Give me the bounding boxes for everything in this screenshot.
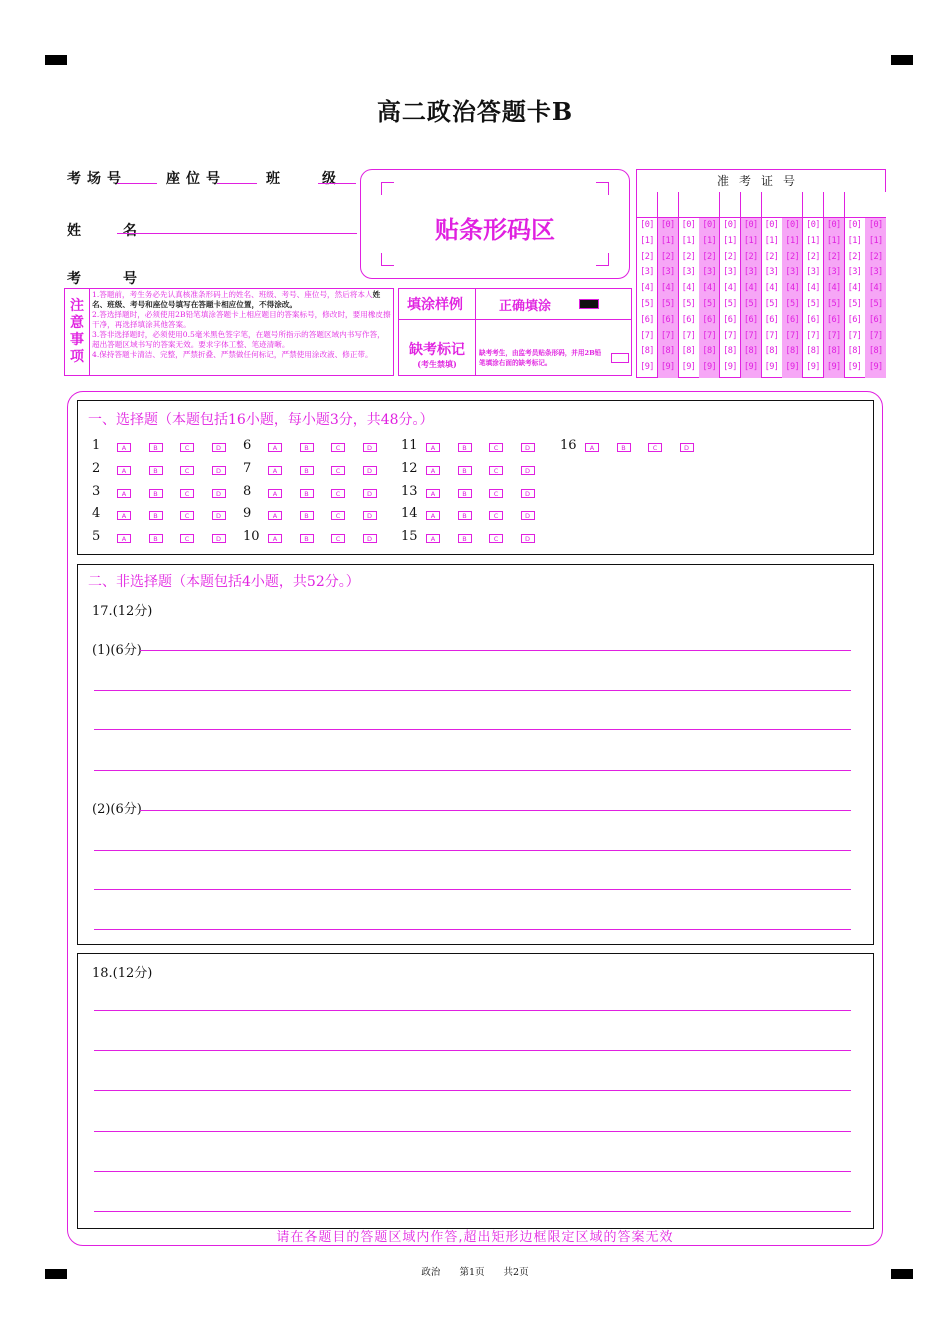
q18-label: 18.(12分) bbox=[92, 966, 153, 981]
absent-sub-label: (考生禁填) bbox=[417, 359, 457, 369]
option-bubble[interactable]: C bbox=[489, 511, 503, 520]
q18-area bbox=[77, 953, 874, 1229]
digit-bubble[interactable]: [4] bbox=[702, 283, 717, 294]
option-bubble[interactable]: A bbox=[585, 443, 599, 452]
digit-bubble[interactable]: [5] bbox=[743, 298, 758, 309]
corner-mark-top-right bbox=[891, 55, 913, 65]
answer-line[interactable] bbox=[94, 850, 851, 851]
digit-bubble[interactable]: [5] bbox=[847, 298, 862, 309]
option-bubble[interactable]: A bbox=[117, 466, 131, 475]
option-bubble[interactable]: B bbox=[149, 443, 163, 452]
digit-bubble[interactable]: [8] bbox=[702, 346, 717, 357]
digit-bubble[interactable]: [2] bbox=[681, 251, 696, 262]
absent-label: 缺考标记 bbox=[409, 342, 465, 358]
question-number: 11 bbox=[401, 438, 418, 453]
digit-bubble[interactable]: [9] bbox=[868, 362, 883, 373]
digit-bubble[interactable]: [0] bbox=[743, 220, 758, 230]
option-bubble[interactable]: A bbox=[268, 489, 282, 498]
q17-part1-label: (1)(6分) bbox=[92, 643, 142, 658]
exam-number-column bbox=[845, 192, 866, 378]
option-bubble[interactable]: D bbox=[680, 443, 694, 452]
exam-number-write-box[interactable] bbox=[824, 192, 844, 218]
option-bubble[interactable]: C bbox=[331, 466, 345, 475]
option-bubble[interactable]: D bbox=[521, 511, 535, 520]
digit-bubble[interactable]: [7] bbox=[743, 330, 758, 341]
digit-bubble[interactable]: [6] bbox=[764, 314, 779, 325]
option-bubble[interactable]: C bbox=[489, 534, 503, 543]
digit-bubble[interactable]: [1] bbox=[826, 235, 841, 246]
option-bubble[interactable]: A bbox=[426, 466, 440, 475]
digit-bubble[interactable]: [0] bbox=[847, 220, 862, 230]
exam-number-column bbox=[803, 192, 824, 378]
exam-number-column bbox=[782, 192, 803, 378]
exam-number-column bbox=[824, 192, 845, 378]
option-bubble[interactable]: C bbox=[331, 511, 345, 520]
digit-bubble[interactable]: [2] bbox=[806, 251, 820, 262]
option-bubble[interactable]: B bbox=[458, 443, 472, 452]
digit-bubble[interactable]: [9] bbox=[743, 362, 758, 373]
option-bubble[interactable]: D bbox=[363, 534, 377, 543]
digit-bubble[interactable]: [9] bbox=[847, 362, 862, 373]
page-total: 共2页 bbox=[503, 1267, 529, 1278]
digit-bubble[interactable]: [4] bbox=[847, 283, 862, 294]
digit-bubble[interactable]: [8] bbox=[743, 346, 758, 357]
option-bubble[interactable]: A bbox=[117, 443, 131, 452]
page-info bbox=[0, 1264, 950, 1278]
digit-bubble[interactable]: [1] bbox=[743, 235, 758, 246]
exam-number-column bbox=[762, 192, 783, 378]
option-bubble[interactable]: A bbox=[117, 534, 131, 543]
option-bubble[interactable]: A bbox=[426, 511, 440, 520]
option-bubble[interactable]: D bbox=[212, 443, 226, 452]
digit-bubble[interactable]: [2] bbox=[785, 251, 800, 262]
digit-bubble[interactable]: [5] bbox=[640, 298, 654, 309]
digit-bubble[interactable]: [4] bbox=[681, 283, 696, 294]
option-bubble[interactable]: D bbox=[212, 466, 226, 475]
digit-bubble[interactable]: [8] bbox=[640, 346, 654, 357]
option-bubble[interactable]: B bbox=[458, 534, 472, 543]
digit-bubble[interactable]: [2] bbox=[743, 251, 758, 262]
exam-number-write-box[interactable] bbox=[699, 192, 719, 218]
option-bubble[interactable]: D bbox=[212, 489, 226, 498]
subject-label: 政治 bbox=[421, 1267, 441, 1278]
digit-bubble[interactable]: [6] bbox=[681, 314, 696, 325]
digit-bubble[interactable]: [0] bbox=[764, 220, 779, 230]
answer-line[interactable] bbox=[94, 770, 851, 771]
digit-bubble[interactable]: [1] bbox=[660, 235, 675, 246]
exam-number-column bbox=[865, 192, 886, 378]
digit-bubble[interactable]: [1] bbox=[847, 235, 862, 246]
question-number: 7 bbox=[243, 461, 252, 476]
option-bubble[interactable]: A bbox=[268, 511, 282, 520]
exam-number-column bbox=[741, 192, 762, 378]
question-number: 16 bbox=[560, 438, 577, 453]
digit-bubble[interactable]: [3] bbox=[743, 267, 758, 278]
question-number: 6 bbox=[243, 438, 252, 453]
option-bubble[interactable]: D bbox=[363, 443, 377, 452]
option-bubble[interactable]: B bbox=[149, 489, 163, 498]
exam-number-column bbox=[699, 192, 720, 378]
digit-bubble[interactable]: [5] bbox=[826, 298, 841, 309]
digit-bubble[interactable]: [7] bbox=[764, 330, 779, 341]
digit-bubble[interactable]: [1] bbox=[764, 235, 779, 246]
digit-bubble[interactable]: [5] bbox=[785, 298, 800, 309]
digit-bubble[interactable]: [6] bbox=[785, 314, 800, 325]
exam-number-write-box[interactable] bbox=[865, 192, 886, 218]
digit-bubble[interactable]: [4] bbox=[868, 283, 883, 294]
question-number: 10 bbox=[243, 529, 260, 544]
exam-number-write-box[interactable] bbox=[803, 192, 823, 218]
option-bubble[interactable]: D bbox=[521, 489, 535, 498]
digit-bubble[interactable]: [7] bbox=[681, 330, 696, 341]
answer-line[interactable] bbox=[94, 1050, 851, 1051]
digit-bubble[interactable]: [0] bbox=[785, 220, 800, 230]
digit-bubble[interactable]: [9] bbox=[660, 362, 675, 373]
option-bubble[interactable]: D bbox=[363, 489, 377, 498]
digit-bubble[interactable]: [5] bbox=[868, 298, 883, 309]
option-bubble[interactable]: A bbox=[268, 466, 282, 475]
answer-area bbox=[67, 391, 883, 1246]
digit-bubble[interactable]: [8] bbox=[826, 346, 841, 357]
absent-description: 缺考考生，由监考员贴条形码，并用2B铅笔填涂右面的缺考标记。 bbox=[479, 349, 602, 367]
digit-bubble[interactable]: [0] bbox=[826, 220, 841, 230]
option-bubble[interactable]: C bbox=[489, 443, 503, 452]
exam-number-label: 准考证号 bbox=[637, 170, 885, 193]
option-bubble[interactable]: D bbox=[521, 534, 535, 543]
option-bubble[interactable]: B bbox=[149, 466, 163, 475]
notes-text: 1.答题前，考生务必先认真核准条形码上的姓名、班级、考号、座位号，然后将本人姓名、班级、考号和座位号填写在答题卡相应位置，不得涂改。 2.答选择题时，必须使用2B铅笔填涂答题卡上相应题目的答案标号，修改时，要用橡皮擦干净，再选择填涂其他答案。 3.答非选择题时，必须使用0.5毫米黑色签字笔，在题号所指示的答题区域内书写作答，超出答题区域书写的答案无效。要求字体工整、笔迹清晰。 4.保持答题卡清洁、完整，严禁折叠、严禁做任何标记，严禁使用涂改液、修正带。 bbox=[92, 290, 391, 359]
digit-bubble[interactable]: [8] bbox=[723, 346, 737, 357]
digit-bubble[interactable]: [9] bbox=[826, 362, 841, 373]
digit-bubble[interactable]: [9] bbox=[702, 362, 717, 373]
digit-bubble[interactable]: [9] bbox=[764, 362, 779, 373]
option-bubble[interactable]: B bbox=[149, 511, 163, 520]
digit-bubble[interactable]: [3] bbox=[723, 267, 737, 278]
exam-number-column bbox=[679, 192, 700, 378]
digit-bubble[interactable]: [4] bbox=[743, 283, 758, 294]
option-bubble[interactable]: C bbox=[180, 466, 194, 475]
option-bubble[interactable]: C bbox=[331, 534, 345, 543]
digit-bubble[interactable]: [0] bbox=[681, 220, 696, 230]
digit-bubble[interactable]: [2] bbox=[723, 251, 737, 262]
exam-number-write-box[interactable] bbox=[782, 192, 802, 218]
absent-mark-box[interactable] bbox=[611, 353, 629, 363]
digit-bubble[interactable]: [4] bbox=[826, 283, 841, 294]
answer-line[interactable] bbox=[94, 1010, 851, 1011]
digit-bubble[interactable]: [0] bbox=[723, 220, 737, 230]
digit-bubble[interactable]: [5] bbox=[723, 298, 737, 309]
digit-bubble[interactable]: [1] bbox=[785, 235, 800, 246]
digit-bubble[interactable]: [1] bbox=[702, 235, 717, 246]
digit-bubble[interactable]: [1] bbox=[868, 235, 883, 246]
digit-bubble[interactable]: [8] bbox=[785, 346, 800, 357]
option-bubble[interactable]: B bbox=[458, 511, 472, 520]
option-bubble[interactable]: D bbox=[212, 534, 226, 543]
digit-bubble[interactable]: [9] bbox=[723, 362, 737, 373]
digit-bubble[interactable]: [4] bbox=[640, 283, 654, 294]
answer-line[interactable] bbox=[94, 929, 851, 930]
digit-bubble[interactable]: [1] bbox=[681, 235, 696, 246]
option-bubble[interactable]: B bbox=[300, 534, 314, 543]
digit-bubble[interactable]: [4] bbox=[723, 283, 737, 294]
exam-number-write-box[interactable] bbox=[637, 192, 657, 218]
digit-bubble[interactable]: [5] bbox=[806, 298, 820, 309]
digit-bubble[interactable]: [8] bbox=[660, 346, 675, 357]
option-bubble[interactable]: B bbox=[300, 511, 314, 520]
page-title: 高二政治答题卡B bbox=[376, 97, 574, 126]
question-number: 14 bbox=[401, 506, 418, 521]
q17-label: 17.(12分) bbox=[92, 604, 153, 619]
question-number: 3 bbox=[92, 484, 101, 499]
digit-bubble[interactable]: [2] bbox=[764, 251, 779, 262]
option-bubble[interactable]: C bbox=[331, 489, 345, 498]
digit-bubble[interactable]: [9] bbox=[640, 362, 654, 373]
exam-room-label: 考场号 bbox=[67, 171, 127, 187]
option-bubble[interactable]: C bbox=[331, 443, 345, 452]
option-bubble[interactable]: C bbox=[180, 511, 194, 520]
digit-bubble[interactable]: [7] bbox=[785, 330, 800, 341]
option-bubble[interactable]: C bbox=[180, 443, 194, 452]
exam-number-column bbox=[637, 192, 658, 378]
digit-bubble[interactable]: [9] bbox=[681, 362, 696, 373]
digit-bubble[interactable]: [3] bbox=[681, 267, 696, 278]
question-number: 8 bbox=[243, 484, 252, 499]
section-open-title: 二、非选择题（本题包括4小题，共52分。） bbox=[88, 574, 360, 590]
exam-room-field[interactable] bbox=[117, 183, 157, 184]
digit-bubble[interactable]: [1] bbox=[640, 235, 654, 246]
answer-line[interactable] bbox=[140, 810, 851, 811]
answer-line[interactable] bbox=[94, 1211, 851, 1212]
digit-bubble[interactable]: [4] bbox=[785, 283, 800, 294]
option-bubble[interactable]: C bbox=[489, 466, 503, 475]
digit-bubble[interactable]: [3] bbox=[847, 267, 862, 278]
page-number: 第1页 bbox=[459, 1267, 485, 1278]
exam-number-column bbox=[658, 192, 679, 378]
digit-bubble[interactable]: [6] bbox=[660, 314, 675, 325]
option-bubble[interactable]: C bbox=[180, 489, 194, 498]
digit-bubble[interactable]: [8] bbox=[806, 346, 820, 357]
digit-bubble[interactable]: [2] bbox=[826, 251, 841, 262]
option-bubble[interactable]: A bbox=[426, 534, 440, 543]
option-bubble[interactable]: D bbox=[521, 443, 535, 452]
digit-bubble[interactable]: [7] bbox=[640, 330, 654, 341]
digit-bubble[interactable]: [7] bbox=[723, 330, 737, 341]
digit-bubble[interactable]: [5] bbox=[660, 298, 675, 309]
digit-bubble[interactable]: [8] bbox=[847, 346, 862, 357]
option-bubble[interactable]: B bbox=[300, 466, 314, 475]
digit-bubble[interactable]: [5] bbox=[702, 298, 717, 309]
exam-number-write-box[interactable] bbox=[845, 192, 865, 218]
digit-bubble[interactable]: [6] bbox=[847, 314, 862, 325]
option-bubble[interactable]: C bbox=[180, 534, 194, 543]
correct-fill-mark bbox=[579, 299, 599, 309]
digit-bubble[interactable]: [3] bbox=[806, 267, 820, 278]
digit-bubble[interactable]: [6] bbox=[806, 314, 820, 325]
exam-number-column bbox=[720, 192, 741, 378]
digit-bubble[interactable]: [0] bbox=[806, 220, 820, 230]
notes-heading: 注 意 事 项 bbox=[65, 289, 90, 375]
option-bubble[interactable]: A bbox=[268, 534, 282, 543]
option-bubble[interactable]: B bbox=[458, 489, 472, 498]
exam-number-write-box[interactable] bbox=[741, 192, 761, 218]
class-label: 班 级 bbox=[266, 171, 350, 187]
digit-bubble[interactable]: [7] bbox=[806, 330, 820, 341]
option-bubble[interactable]: A bbox=[426, 443, 440, 452]
digit-bubble[interactable]: [6] bbox=[743, 314, 758, 325]
seat-label: 座位号 bbox=[166, 171, 226, 187]
digit-bubble[interactable]: [5] bbox=[764, 298, 779, 309]
digit-bubble[interactable]: [7] bbox=[847, 330, 862, 341]
option-bubble[interactable]: C bbox=[648, 443, 662, 452]
digit-bubble[interactable]: [3] bbox=[785, 267, 800, 278]
answer-line[interactable] bbox=[94, 1131, 851, 1132]
digit-bubble[interactable]: [6] bbox=[868, 314, 883, 325]
digit-bubble[interactable]: [7] bbox=[868, 330, 883, 341]
class-field[interactable] bbox=[318, 183, 356, 184]
digit-bubble[interactable]: [3] bbox=[702, 267, 717, 278]
digit-bubble[interactable]: [2] bbox=[660, 251, 675, 262]
fill-sample-label: 填涂样例 bbox=[407, 297, 463, 313]
option-bubble[interactable]: B bbox=[149, 534, 163, 543]
exam-number-write-box[interactable] bbox=[679, 192, 699, 218]
option-bubble[interactable]: D bbox=[363, 466, 377, 475]
corner-mark-top-left bbox=[45, 55, 67, 65]
answer-line[interactable] bbox=[94, 1090, 851, 1091]
digit-bubble[interactable]: [7] bbox=[826, 330, 841, 341]
digit-bubble[interactable]: [0] bbox=[640, 220, 654, 230]
answer-line[interactable] bbox=[94, 889, 851, 890]
exam-no-label: 考 号 bbox=[67, 271, 151, 287]
digit-bubble[interactable]: [0] bbox=[868, 220, 883, 230]
option-bubble[interactable]: B bbox=[300, 489, 314, 498]
digit-bubble[interactable]: [4] bbox=[764, 283, 779, 294]
digit-bubble[interactable]: [3] bbox=[640, 267, 654, 278]
footer-note: 请在各题目的答题区域内作答,超出矩形边框限定区域的答案无效 bbox=[276, 1230, 674, 1245]
answer-line[interactable] bbox=[94, 690, 851, 691]
answer-line[interactable] bbox=[140, 650, 851, 651]
digit-bubble[interactable]: [9] bbox=[785, 362, 800, 373]
question-number: 12 bbox=[401, 461, 418, 476]
section-open bbox=[77, 564, 874, 945]
section-choice-title: 一、选择题（本题包括16小题，每小题3分，共48分。） bbox=[88, 412, 434, 428]
option-bubble[interactable]: B bbox=[617, 443, 631, 452]
digit-bubble[interactable]: [1] bbox=[806, 235, 820, 246]
option-bubble[interactable]: D bbox=[363, 511, 377, 520]
digit-bubble[interactable]: [3] bbox=[660, 267, 675, 278]
digit-bubble[interactable]: [2] bbox=[847, 251, 862, 262]
seat-field[interactable] bbox=[217, 183, 257, 184]
digit-bubble[interactable]: [2] bbox=[702, 251, 717, 262]
digit-bubble[interactable]: [7] bbox=[660, 330, 675, 341]
barcode-area bbox=[360, 169, 630, 279]
option-bubble[interactable]: D bbox=[521, 466, 535, 475]
name-label: 姓 名 bbox=[67, 223, 151, 239]
digit-bubble[interactable]: [8] bbox=[868, 346, 883, 357]
option-bubble[interactable]: A bbox=[117, 511, 131, 520]
exam-number-grid bbox=[636, 169, 886, 378]
digit-bubble[interactable]: [9] bbox=[806, 362, 820, 373]
q17-part2-label: (2)(6分) bbox=[92, 802, 142, 817]
question-number: 4 bbox=[92, 506, 101, 521]
digit-bubble[interactable]: [1] bbox=[723, 235, 737, 246]
digit-bubble[interactable]: [0] bbox=[702, 220, 717, 230]
question-number: 2 bbox=[92, 461, 101, 476]
fill-sample-box bbox=[398, 288, 632, 376]
barcode-label: 贴条形码区 bbox=[435, 215, 555, 244]
digit-bubble[interactable]: [3] bbox=[868, 267, 883, 278]
question-number: 1 bbox=[92, 438, 101, 453]
name-field[interactable] bbox=[117, 233, 357, 234]
option-bubble[interactable]: B bbox=[458, 466, 472, 475]
digit-bubble[interactable]: [8] bbox=[764, 346, 779, 357]
digit-bubble[interactable]: [3] bbox=[764, 267, 779, 278]
option-bubble[interactable]: A bbox=[426, 489, 440, 498]
answer-line[interactable] bbox=[94, 729, 851, 730]
answer-line[interactable] bbox=[94, 1171, 851, 1172]
digit-bubble[interactable]: [6] bbox=[702, 314, 717, 325]
digit-bubble[interactable]: [2] bbox=[640, 251, 654, 262]
correct-fill-label: 正确填涂 bbox=[499, 299, 552, 314]
option-bubble[interactable]: B bbox=[300, 443, 314, 452]
option-bubble[interactable]: A bbox=[117, 489, 131, 498]
digit-bubble[interactable]: [4] bbox=[806, 283, 820, 294]
digit-bubble[interactable]: [4] bbox=[660, 283, 675, 294]
question-number: 15 bbox=[401, 529, 418, 544]
question-number: 9 bbox=[243, 506, 252, 521]
digit-bubble[interactable]: [3] bbox=[826, 267, 841, 278]
digit-bubble[interactable]: [6] bbox=[640, 314, 654, 325]
option-bubble[interactable]: A bbox=[268, 443, 282, 452]
section-choice bbox=[77, 400, 874, 555]
option-bubble[interactable]: C bbox=[489, 489, 503, 498]
digit-bubble[interactable]: [6] bbox=[723, 314, 737, 325]
digit-bubble[interactable]: [8] bbox=[681, 346, 696, 357]
exam-number-write-box[interactable] bbox=[720, 192, 740, 218]
exam-number-write-box[interactable] bbox=[762, 192, 782, 218]
question-number: 5 bbox=[92, 529, 101, 544]
digit-bubble[interactable]: [7] bbox=[702, 330, 717, 341]
digit-bubble[interactable]: [6] bbox=[826, 314, 841, 325]
option-bubble[interactable]: D bbox=[212, 511, 226, 520]
notes-box bbox=[64, 288, 394, 376]
digit-bubble[interactable]: [0] bbox=[660, 220, 675, 230]
digit-bubble[interactable]: [5] bbox=[681, 298, 696, 309]
question-number: 13 bbox=[401, 484, 418, 499]
exam-number-write-box[interactable] bbox=[658, 192, 678, 218]
digit-bubble[interactable]: [2] bbox=[868, 251, 883, 262]
